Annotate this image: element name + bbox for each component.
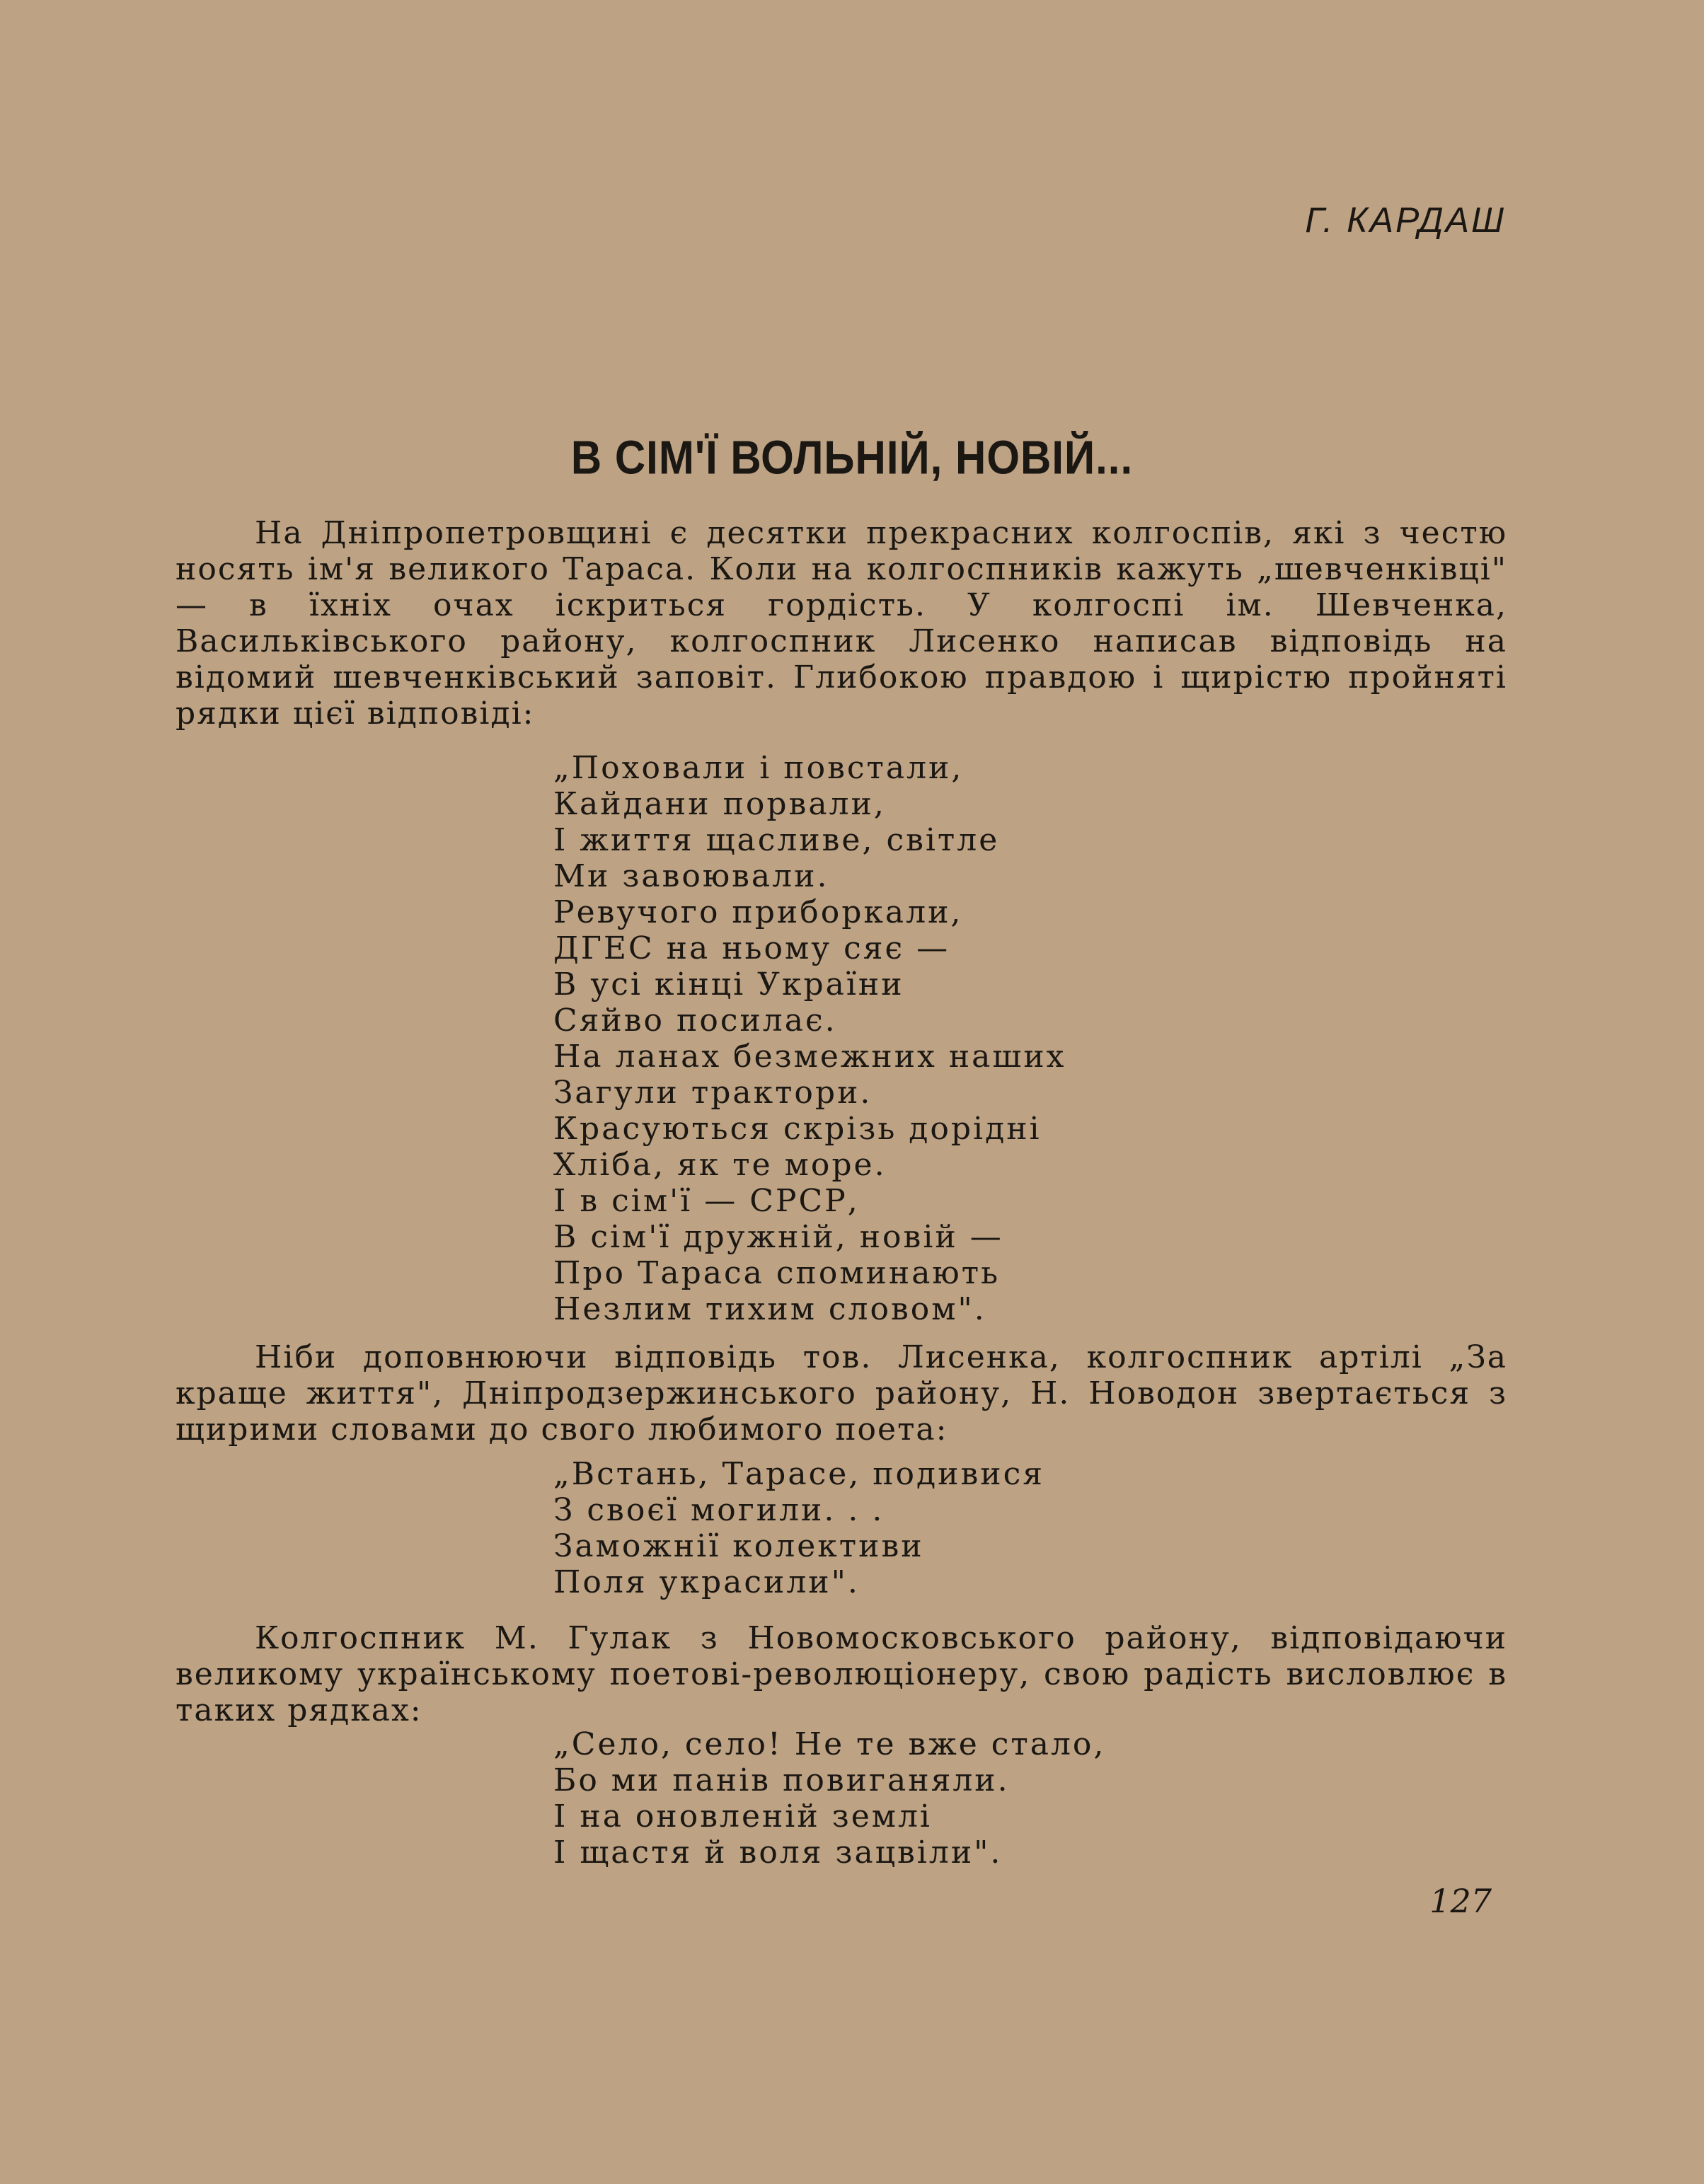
verse-line: Загули трактори. <box>553 1075 873 1111</box>
verse-line: І в сім'ї — СРСР, <box>553 1183 860 1219</box>
verse-line: Незлим тихим словом". <box>553 1291 986 1327</box>
paragraph-intro <box>175 515 1507 732</box>
paragraph-intro-text: На Дніпропетровщині є десятки прекрасних колгоспів, які з честю носять ім'я великого Тараса. Коли на колгоспників кажуть „шевченківці" — в їхніх очах іскриться гордість. У колгоспі ім. Шевченка, Васильківського району, колгоспник Лисенко написав відповідь на відомий шевченківський заповіт. Глибокою правдою і щирістю пройняті рядки цієї відповіді: <box>175 515 1507 732</box>
verse-line: В сім'ї дружній, новій — <box>553 1219 1003 1255</box>
verse-line: Сяйво посилає. <box>553 1003 837 1039</box>
verse-line: З своєї могили. . . <box>553 1492 885 1528</box>
verse-line: Бо ми панів повиганяли. <box>553 1762 1010 1798</box>
verse-line: Хліба, як те море. <box>553 1147 887 1183</box>
verse-hulak <box>553 1726 1105 1871</box>
verse-line: І життя щасливе, світле <box>553 822 1000 858</box>
verse-line: І на оновленій землі <box>553 1798 932 1835</box>
verse-line: „Село, село! Не те вже стало, <box>553 1726 1106 1762</box>
verse-line: І щастя й воля зацвіли". <box>553 1835 1003 1871</box>
paragraph-novodon-text: Ніби доповнюючи відповідь тов. Лисенка, колгоспник артілі „За краще життя", Дніпродзержинського району, Н. Новодон звертається з щирими словами до свого любимого поета: <box>175 1339 1507 1448</box>
verse-line: „Поховали і повстали, <box>553 750 964 786</box>
verse-line: „Встань, Тарасе, подивися <box>553 1456 1044 1492</box>
author-name: Г. КАРДАШ <box>1305 200 1506 240</box>
verse-line: Кайдани порвали, <box>553 786 886 822</box>
article-title: В СІМ'Ї ВОЛЬНІЙ, НОВІЙ... <box>570 430 1134 485</box>
page-number: 127 <box>1429 1882 1492 1920</box>
verse-line: ДГЕС на ньому сяє — <box>553 930 950 966</box>
paragraph-novodon <box>175 1339 1507 1448</box>
verse-novodon <box>553 1456 1044 1600</box>
verse-line: Ми завоювали. <box>553 858 829 894</box>
verse-line: Заможнії колективи <box>553 1528 924 1564</box>
verse-line: Про Тараса споминають <box>553 1255 1001 1291</box>
verse-line: В усі кінці України <box>553 966 904 1003</box>
paragraph-hulak <box>175 1620 1507 1728</box>
verse-lysenko <box>553 750 1066 1327</box>
paragraph-hulak-text: Колгоспник М. Гулак з Новомосковського району, відповідаючи великому українському поетові-революціонеру, свою радість висловлює в таких рядках: <box>175 1620 1507 1728</box>
verse-line: Красуються скрізь дорідні <box>553 1111 1042 1147</box>
verse-line: Поля украсили". <box>553 1564 860 1600</box>
verse-line: Ревучого приборкали, <box>553 894 963 930</box>
verse-line: На ланах безмежних наших <box>553 1039 1066 1075</box>
